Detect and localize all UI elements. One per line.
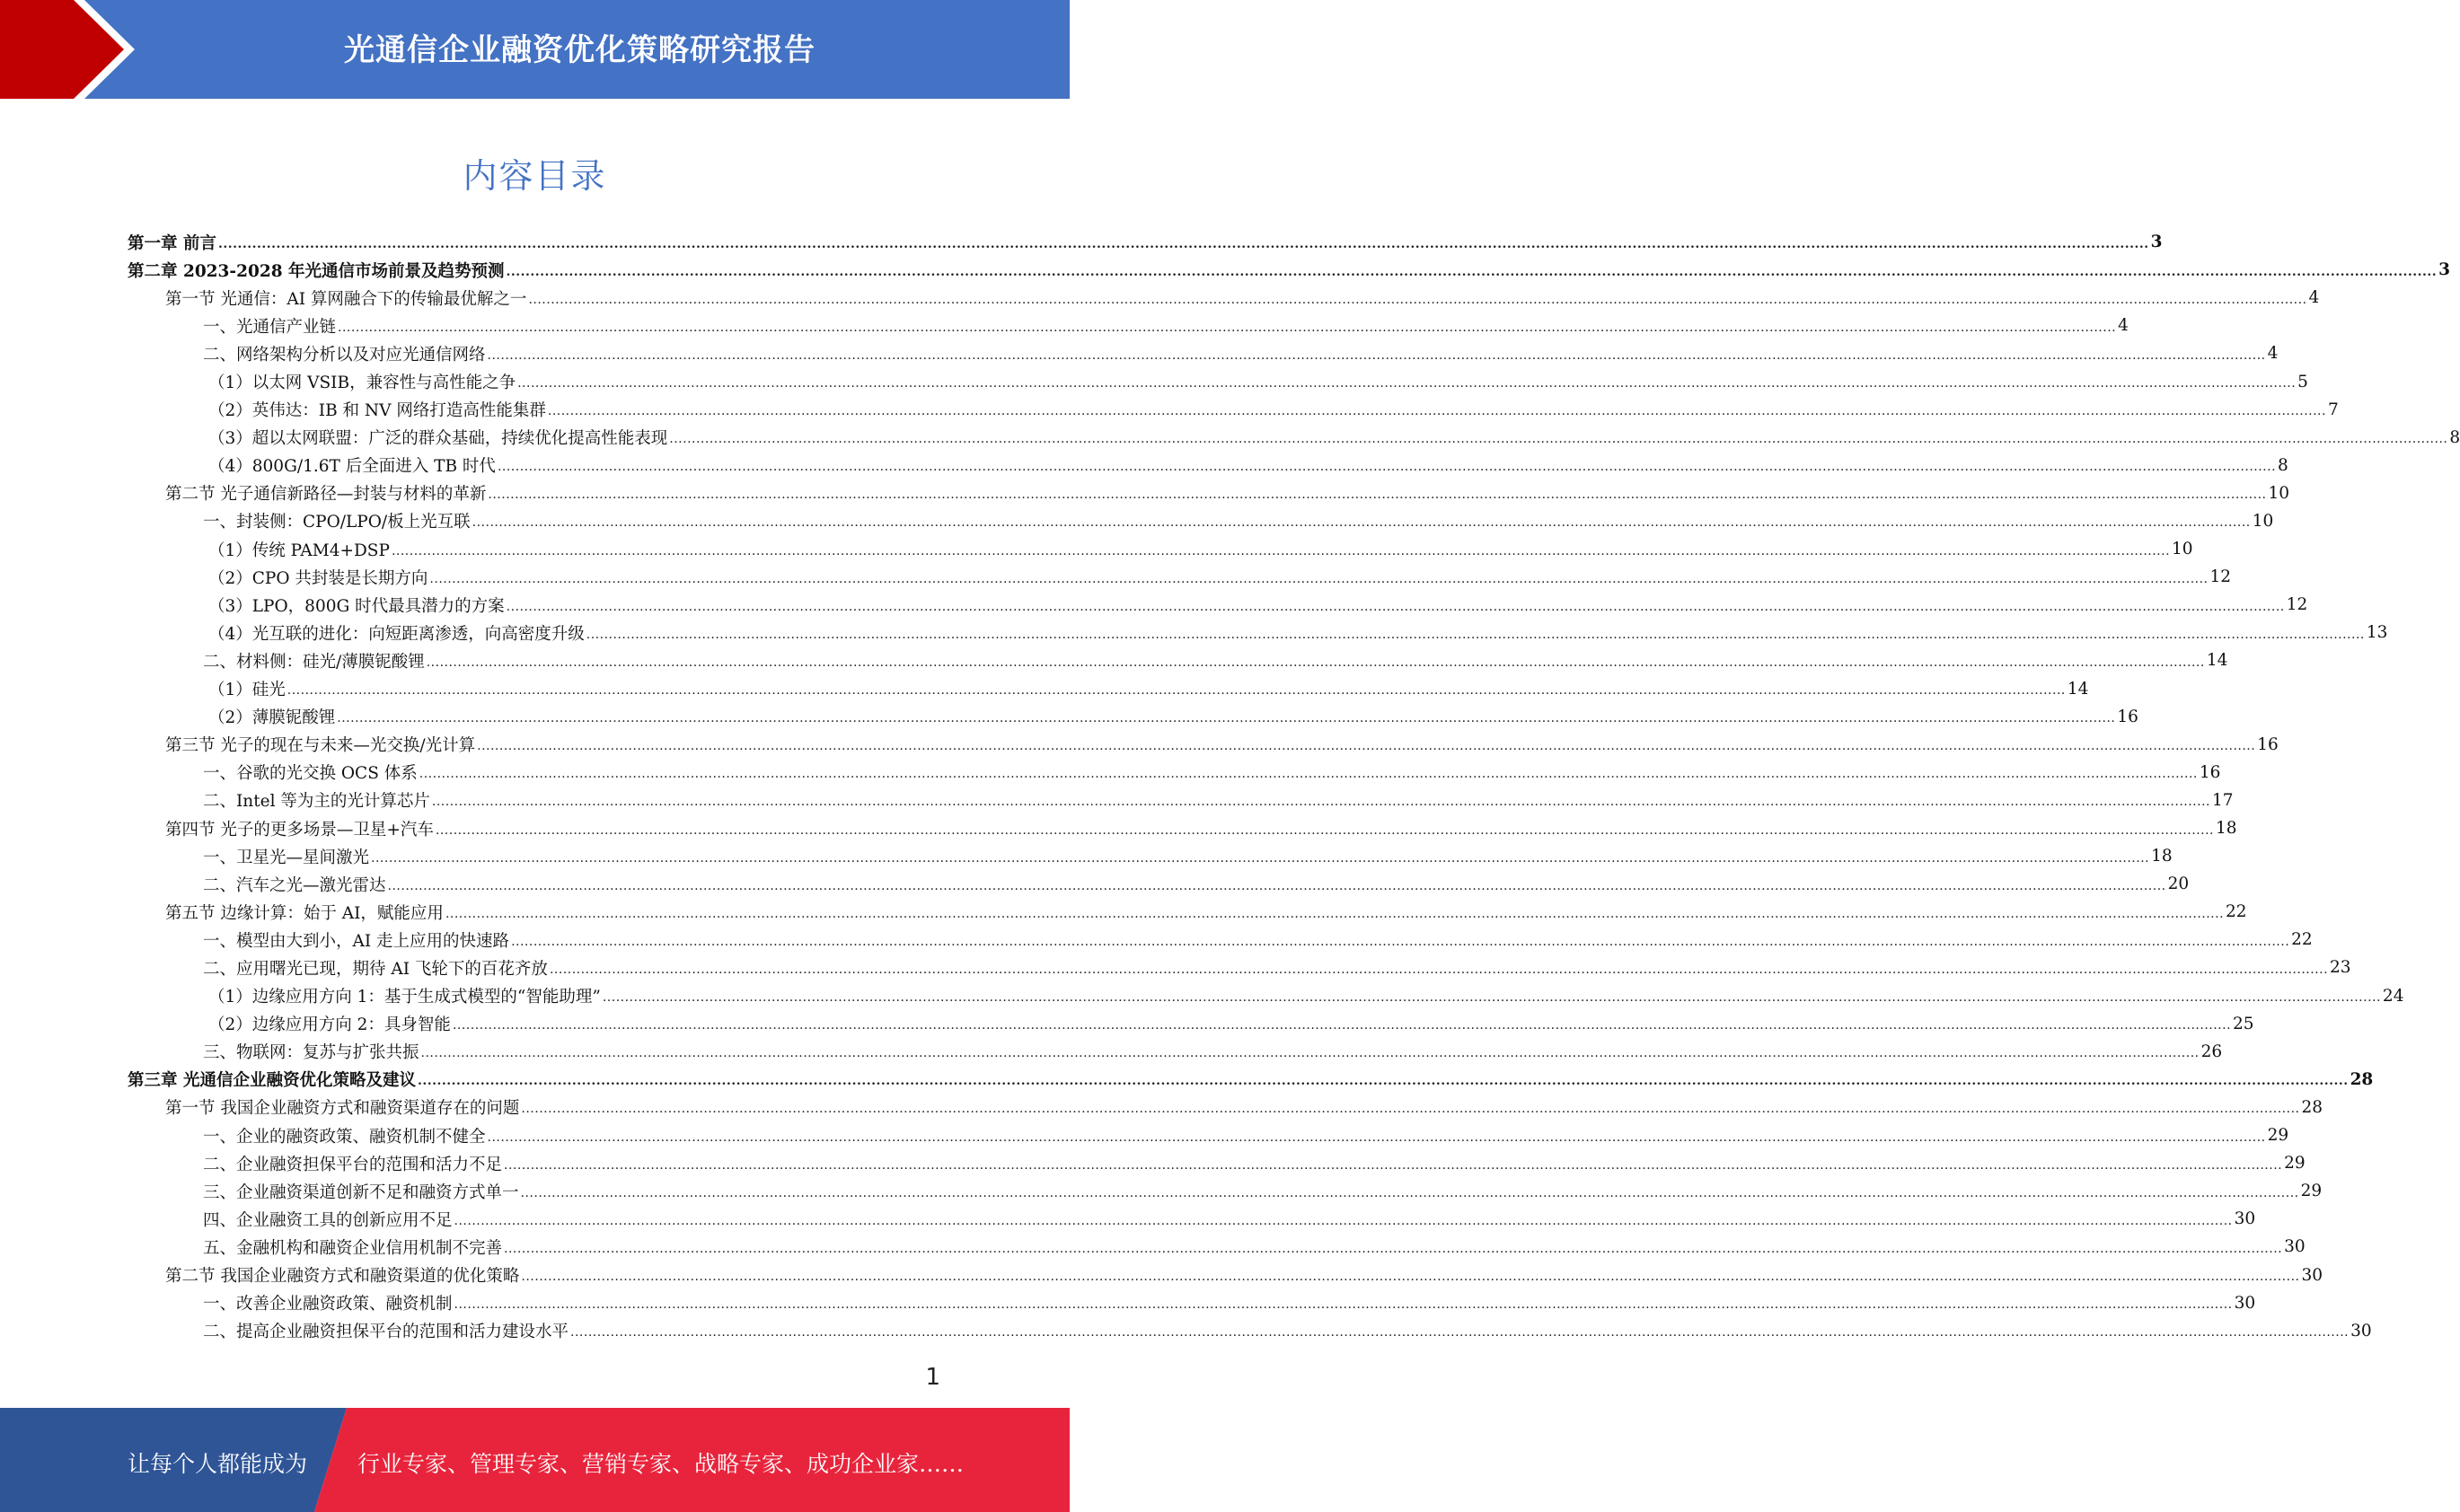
toc-entry-title: 第五节 边缘计算：始于 AI，赋能应用 [165, 903, 444, 923]
toc-entry-title: （4）光互联的进化：向短距离渗透，向高密度升级 [208, 624, 585, 644]
toc-dot-leader: ................................................................................................................................................................................................................................................................................................................................................................................................................ [435, 822, 2214, 838]
toc-dot-leader: ................................................................................................................................................................................................................................................................................................................................................................................................................ [287, 683, 2066, 699]
toc-dot-leader: ................................................................................................................................................................................................................................................................................................................................................................................................................ [602, 990, 2381, 1006]
toc-entry-title: （1）边缘应用方向 1：基于生成式模型的“智能助理” [208, 988, 601, 1007]
toc-dot-leader: ................................................................................................................................................................................................................................................................................................................................................................................................................ [586, 627, 2365, 642]
toc-entry[interactable] [128, 954, 2351, 981]
toc-entry[interactable] [128, 842, 2173, 870]
toc-entry-page: 26 [2200, 1042, 2223, 1061]
toc-entry-title: （3）超以太网联盟：广泛的群众基础，持续优化提高性能表现 [208, 429, 668, 449]
toc-entry-title: 三、物联网：复苏与扩张共振 [203, 1043, 419, 1063]
toc-dot-leader: ................................................................................................................................................................................................................................................................................................................................................................................................................ [506, 264, 2438, 279]
toc-dot-leader: ................................................................................................................................................................................................................................................................................................................................................................................................................ [338, 320, 2117, 335]
toc-entry-page: 3 [2438, 260, 2451, 280]
toc-entry-page: 4 [2308, 288, 2320, 308]
header-banner [0, 0, 1070, 99]
toc-dot-leader: ................................................................................................................................................................................................................................................................................................................................................................................................................ [487, 347, 2266, 363]
toc-entry[interactable] [128, 787, 2234, 814]
toc-entry[interactable] [128, 1121, 2289, 1149]
toc-entry-page: 8 [2278, 455, 2288, 475]
toc-entry-page: 28 [2301, 1097, 2323, 1117]
toc-entry-title: （2）薄膜铌酸锂 [208, 708, 336, 728]
toc-entry-page: 18 [2151, 847, 2173, 866]
toc-dot-leader: ................................................................................................................................................................................................................................................................................................................................................................................................................ [420, 1046, 2200, 1061]
toc-entry-page: 16 [2117, 707, 2138, 726]
toc-dot-leader: ................................................................................................................................................................................................................................................................................................................................................................................................................ [547, 404, 2326, 419]
toc-entry-title: 一、卫星光—星间激光 [203, 848, 370, 867]
toc-entry-title: 一、谷歌的光交换 OCS 体系 [203, 764, 418, 784]
toc-entry-page: 12 [2209, 567, 2232, 587]
toc-entry-page: 14 [2067, 679, 2089, 699]
toc-entry-title: 一、企业的融资政策、融资机制不健全 [203, 1127, 486, 1147]
toc-entry[interactable] [128, 1038, 2223, 1066]
toc-dot-leader: ................................................................................................................................................................................................................................................................................................................................................................................................................ [528, 292, 2307, 307]
toc-entry-page: 8 [2449, 427, 2460, 447]
toc-entry-title: （2）CPO 共封装是长期方向 [208, 568, 428, 588]
toc-entry-title: 三、企业融资渠道创新不足和融资方式单一 [203, 1182, 519, 1202]
toc-entry-title: 第三章 光通信企业融资优化策略及建议 [128, 1071, 416, 1091]
toc-entry-title: 第二节 我国企业融资方式和融资渠道的优化策略 [165, 1267, 520, 1287]
toc-entry[interactable] [128, 339, 2279, 367]
toc-entry[interactable] [128, 1261, 2323, 1288]
toc-dot-leader: ................................................................................................................................................................................................................................................................................................................................................................................................................ [488, 488, 2267, 503]
toc-entry-page: 30 [2234, 1209, 2256, 1229]
toc-entry[interactable] [128, 1010, 2254, 1038]
toc-entry[interactable] [128, 1289, 2256, 1317]
toc-entry-page: 30 [2284, 1237, 2306, 1257]
toc-entry[interactable] [128, 507, 2274, 535]
toc-dot-leader: ................................................................................................................................................................................................................................................................................................................................................................................................................ [477, 739, 2256, 754]
toc-entry-title: 二、Intel 等为主的光计算芯片 [203, 792, 430, 812]
toc-entry-page: 10 [2252, 511, 2274, 531]
footer-slogan-right: 行业专家、管理专家、营销专家、战略专家、成功企业家…… [357, 1451, 965, 1477]
toc-entry[interactable] [128, 814, 2237, 842]
toc-entry[interactable] [128, 284, 2320, 312]
toc-entry[interactable] [128, 563, 2232, 591]
toc-entry[interactable] [128, 1317, 2372, 1345]
toc-dot-leader: ................................................................................................................................................................................................................................................................................................................................................................................................................ [454, 1213, 2233, 1228]
toc-entry-page: 10 [2172, 540, 2193, 559]
toc-entry-title: （4）800G/1.6T 后全面进入 TB 时代 [208, 457, 496, 477]
toc-dot-leader: ................................................................................................................................................................................................................................................................................................................................................................................................................ [454, 1297, 2233, 1313]
footer-slogan-left: 让每个人都能成为 [128, 1451, 308, 1477]
toc-entry-page: 24 [2382, 986, 2404, 1006]
toc-dot-leader: ................................................................................................................................................................................................................................................................................................................................................................................................................ [445, 906, 2225, 921]
toc-entry-title: （1）硅光 [208, 681, 286, 700]
toc-entry[interactable] [128, 1066, 2374, 1094]
toc-dot-leader: ................................................................................................................................................................................................................................................................................................................................................................................................................ [391, 543, 2171, 558]
toc-entry-title: 二、提高企业融资担保平台的范围和活力建设水平 [203, 1323, 569, 1342]
toc-entry-page: 14 [2206, 651, 2228, 671]
toc-entry-page: 22 [2226, 902, 2247, 922]
toc-entry[interactable] [128, 1233, 2306, 1261]
toc-entry-title: 二、网络架构分析以及对应光通信网络 [203, 345, 486, 365]
toc-dot-leader: ................................................................................................................................................................................................................................................................................................................................................................................................................ [487, 1130, 2266, 1145]
toc-entry[interactable] [128, 452, 2288, 479]
toc-entry-title: 第二节 光子通信新路径—封装与材料的革新 [165, 485, 487, 505]
page-number: 1 [925, 1364, 940, 1391]
toc-dot-leader: ................................................................................................................................................................................................................................................................................................................................................................................................................ [429, 571, 2209, 586]
toc-entry-page: 10 [2268, 483, 2290, 503]
toc-entry-title: 第二章 2023-2028 年光通信市场前景及趋势预测 [128, 261, 505, 281]
toc-entry-page: 23 [2330, 958, 2351, 978]
toc-entry[interactable] [128, 675, 2089, 703]
toc-dot-leader: ................................................................................................................................................................................................................................................................................................................................................................................................................ [521, 1270, 2300, 1285]
toc-entry-title: 四、企业融资工具的创新应用不足 [203, 1210, 453, 1230]
toc-entry[interactable] [128, 479, 2290, 507]
toc-entry[interactable] [128, 591, 2308, 619]
toc-entry[interactable] [128, 759, 2221, 787]
toc-entry-page: 30 [2350, 1321, 2372, 1341]
toc-dot-leader: ................................................................................................................................................................................................................................................................................................................................................................................................................ [452, 1018, 2232, 1033]
toc-dot-leader: ................................................................................................................................................................................................................................................................................................................................................................................................................ [520, 1185, 2299, 1200]
toc-entry[interactable] [128, 731, 2279, 759]
toc-dot-leader: ................................................................................................................................................................................................................................................................................................................................................................................................................ [517, 376, 2297, 391]
toc-dot-leader: ................................................................................................................................................................................................................................................................................................................................................................................................................ [387, 878, 2166, 893]
toc-entry-page: 28 [2350, 1069, 2374, 1089]
toc-entry-page: 5 [2297, 372, 2308, 391]
toc-entry-page: 12 [2286, 595, 2308, 615]
toc-entry-title: （1）以太网 VSIB，兼容性与高性能之争 [208, 374, 516, 393]
toc-entry-title: 第三节 光子的现在与未来—光交换/光计算 [165, 736, 476, 756]
toc-entry-page: 13 [2366, 623, 2388, 643]
toc-entry-title: 一、封装侧：CPO/LPO/板上光互联 [203, 513, 471, 532]
toc-entry-title: 一、模型由大到小，AI 走上应用的快速路 [203, 931, 510, 951]
toc-entry-page: 20 [2167, 875, 2190, 894]
toc-entry[interactable] [128, 1149, 2306, 1177]
toc-dot-leader: ................................................................................................................................................................................................................................................................................................................................................................................................................ [417, 1074, 2349, 1089]
report-title: 光通信企业融资优化策略研究报告 [344, 32, 816, 68]
toc-entry-title: （3）LPO，800G 时代最具潜力的方案 [208, 596, 505, 616]
toc-dot-leader: ................................................................................................................................................................................................................................................................................................................................................................................................................ [669, 432, 2448, 447]
toc-entry-title: 二、应用曙光已现，期待 AI 飞轮下的百花齐放 [203, 959, 548, 979]
toc-dot-leader: ................................................................................................................................................................................................................................................................................................................................................................................................................ [570, 1325, 2350, 1341]
toc-entry[interactable] [128, 424, 2460, 452]
toc-dot-leader: ................................................................................................................................................................................................................................................................................................................................................................................................................ [504, 1157, 2283, 1173]
toc-entry-page: 3 [2150, 233, 2163, 252]
footer-banner [0, 1408, 1070, 1512]
toc-entry-title: 五、金融机构和融资企业信用机制不完善 [203, 1238, 503, 1258]
toc-heading: 内容目录 [463, 156, 607, 196]
toc-entry-page: 16 [2199, 762, 2221, 782]
toc-entry[interactable] [128, 646, 2228, 674]
toc-entry[interactable] [128, 619, 2388, 646]
toc-entry-title: 第一节 光通信：AI 算网融合下的传输最优解之一 [165, 289, 527, 309]
toc-entry[interactable] [128, 256, 2451, 284]
toc-dot-leader: ................................................................................................................................................................................................................................................................................................................................................................................................................ [504, 1241, 2283, 1256]
toc-entry-title: 二、汽车之光—激光雷达 [203, 875, 386, 895]
toc-dot-leader: ................................................................................................................................................................................................................................................................................................................................................................................................................ [521, 1102, 2300, 1117]
toc-entry-page: 4 [2118, 316, 2129, 336]
toc-dot-leader: ................................................................................................................................................................................................................................................................................................................................................................................................................ [511, 934, 2290, 949]
toc-entry-page: 17 [2211, 790, 2234, 810]
table-of-contents [128, 228, 2460, 1345]
toc-entry-title: （1）传统 PAM4+DSP [208, 541, 390, 560]
toc-entry[interactable] [128, 982, 2404, 1010]
toc-dot-leader: ................................................................................................................................................................................................................................................................................................................................................................................................................ [506, 599, 2285, 614]
toc-entry-page: 18 [2215, 819, 2237, 839]
toc-entry[interactable] [128, 1177, 2323, 1205]
toc-entry-title: 第一节 我国企业融资方式和融资渠道存在的问题 [165, 1099, 520, 1119]
toc-entry-page: 22 [2291, 930, 2313, 950]
toc-entry-page: 29 [2284, 1154, 2306, 1174]
toc-entry[interactable] [128, 396, 2339, 424]
toc-entry-title: 二、材料侧：硅光/薄膜铌酸锂 [203, 652, 425, 672]
toc-entry-page: 4 [2267, 344, 2279, 364]
toc-entry[interactable] [128, 926, 2313, 954]
toc-entry-title: 第一章 前言 [128, 233, 216, 253]
toc-entry-title: 二、企业融资担保平台的范围和活力不足 [203, 1155, 503, 1174]
toc-entry-title: 第四节 光子的更多场景—卫星+汽车 [165, 820, 434, 840]
toc-dot-leader: ................................................................................................................................................................................................................................................................................................................................................................................................................ [426, 655, 2205, 670]
toc-entry-page: 30 [2234, 1293, 2256, 1313]
toc-entry-page: 30 [2301, 1265, 2323, 1285]
toc-entry[interactable] [128, 367, 2308, 395]
toc-entry-page: 16 [2257, 734, 2279, 754]
toc-entry-title: 一、光通信产业链 [203, 317, 337, 337]
toc-dot-leader: ................................................................................................................................................................................................................................................................................................................................................................................................................ [217, 236, 2149, 251]
toc-dot-leader: ................................................................................................................................................................................................................................................................................................................................................................................................................ [472, 515, 2251, 531]
toc-entry-page: 29 [2300, 1182, 2323, 1201]
toc-dot-leader: ................................................................................................................................................................................................................................................................................................................................................................................................................ [497, 460, 2277, 475]
toc-dot-leader: ................................................................................................................................................................................................................................................................................................................................................................................................................ [337, 711, 2116, 726]
toc-entry[interactable] [128, 1094, 2323, 1121]
toc-entry[interactable] [128, 535, 2193, 563]
toc-entry-page: 7 [2327, 400, 2339, 419]
toc-dot-leader: ................................................................................................................................................................................................................................................................................................................................................................................................................ [371, 850, 2150, 866]
toc-entry-title: 一、改善企业融资政策、融资机制 [203, 1295, 453, 1314]
toc-entry[interactable] [128, 312, 2129, 339]
toc-entry[interactable] [128, 1205, 2256, 1233]
toc-dot-leader: ................................................................................................................................................................................................................................................................................................................................................................................................................ [549, 962, 2329, 977]
toc-entry-page: 25 [2233, 1014, 2254, 1033]
toc-entry[interactable] [128, 870, 2190, 898]
toc-entry[interactable] [128, 898, 2247, 926]
toc-dot-leader: ................................................................................................................................................................................................................................................................................................................................................................................................................ [419, 767, 2198, 782]
toc-entry[interactable] [128, 228, 2163, 256]
toc-entry-title: （2）英伟达：IB 和 NV 网络打造高性能集群 [208, 401, 546, 421]
toc-dot-leader: ................................................................................................................................................................................................................................................................................................................................................................................................................ [431, 795, 2210, 810]
toc-entry-page: 29 [2267, 1126, 2289, 1146]
toc-entry[interactable] [128, 703, 2138, 731]
toc-entry-title: （2）边缘应用方向 2：具身智能 [208, 1015, 451, 1035]
